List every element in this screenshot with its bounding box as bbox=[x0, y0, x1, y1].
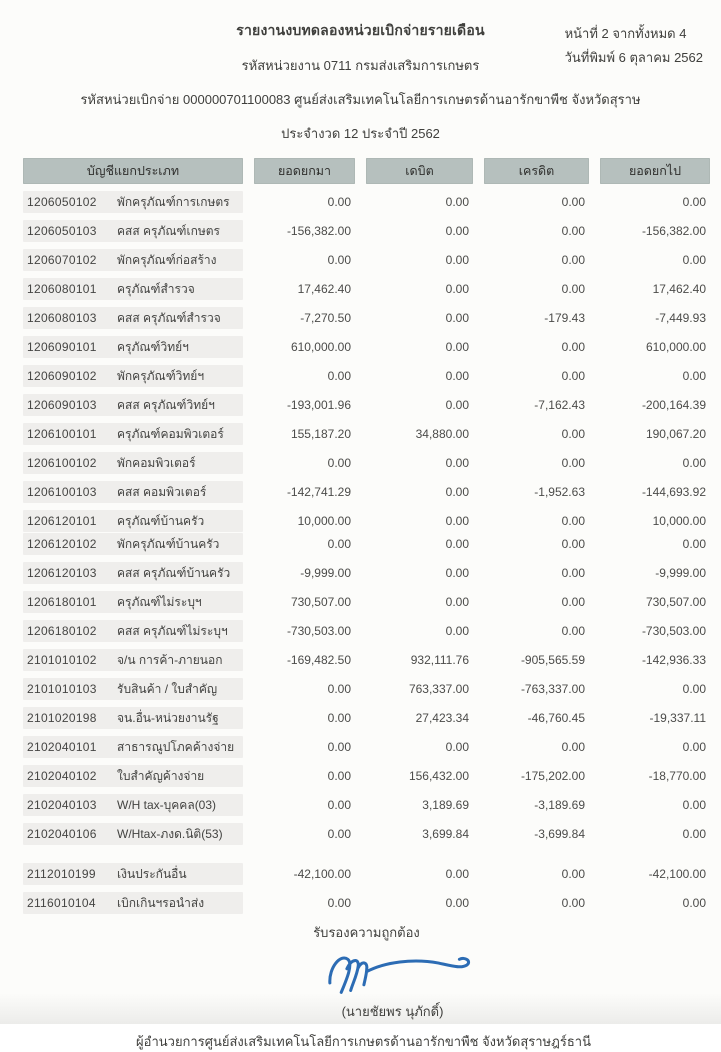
table-row bbox=[23, 481, 710, 503]
table-row bbox=[23, 191, 710, 213]
debit-cell: 3,189.69 bbox=[422, 798, 469, 812]
debit-cell: 0.00 bbox=[445, 456, 469, 470]
closing-balance-cell: 0.00 bbox=[682, 456, 706, 470]
account-cell bbox=[23, 736, 243, 758]
table-row bbox=[23, 336, 710, 358]
closing-balance-cell: 0.00 bbox=[682, 896, 706, 910]
credit-cell: 0.00 bbox=[561, 427, 585, 441]
table-row bbox=[23, 863, 710, 885]
account-cell bbox=[23, 249, 243, 271]
account-cell bbox=[23, 765, 243, 787]
opening-balance-cell: 0.00 bbox=[327, 896, 351, 910]
account-name: พักครุภัณฑ์ก่อสร้าง bbox=[117, 252, 217, 267]
account-name: W/H tax-บุคคล(03) bbox=[117, 797, 217, 812]
opening-balance-cell: 0.00 bbox=[327, 456, 351, 470]
opening-balance-cell: 0.00 bbox=[327, 827, 351, 841]
table-row bbox=[23, 249, 710, 271]
credit-cell: 0.00 bbox=[561, 896, 585, 910]
column-header-debit: เดบิต bbox=[366, 158, 473, 184]
account-cell bbox=[23, 191, 243, 213]
opening-balance-cell: -730,503.00 bbox=[286, 624, 351, 638]
table-row bbox=[23, 365, 710, 387]
account-code: 2101010102 bbox=[27, 653, 97, 667]
closing-balance-cell: -19,337.11 bbox=[649, 711, 706, 725]
closing-balance-cell: -200,164.39 bbox=[641, 398, 706, 412]
closing-balance-cell: 0.00 bbox=[682, 369, 706, 383]
debit-cell: 0.00 bbox=[445, 253, 469, 267]
account-name: คสส ครุภัณฑ์สำรวจ bbox=[117, 310, 221, 325]
credit-cell: -905,565.59 bbox=[520, 653, 585, 667]
column-header-credit: เครดิต bbox=[484, 158, 589, 184]
account-code: 1206180101 bbox=[27, 595, 97, 609]
account-cell bbox=[23, 562, 243, 584]
account-code: 2102040101 bbox=[27, 740, 97, 754]
account-code: 2102040106 bbox=[27, 827, 97, 841]
credit-cell: -1,952.63 bbox=[534, 485, 585, 499]
account-name: ใบสำคัญค้างจ่าย bbox=[117, 768, 205, 783]
account-code: 1206080103 bbox=[27, 311, 97, 325]
account-name: พักครุภัณฑ์การเกษตร bbox=[117, 194, 230, 209]
account-code: 1206100102 bbox=[27, 456, 97, 470]
table-row bbox=[23, 562, 710, 584]
closing-balance-cell: -144,693.92 bbox=[641, 485, 706, 499]
debit-cell: 0.00 bbox=[445, 867, 469, 881]
debit-cell: 0.00 bbox=[445, 485, 469, 499]
debit-cell: 0.00 bbox=[445, 195, 469, 209]
debit-cell: 27,423.34 bbox=[415, 711, 469, 725]
credit-cell: 0.00 bbox=[561, 456, 585, 470]
closing-balance-cell: 730,507.00 bbox=[645, 595, 706, 609]
opening-balance-cell: 0.00 bbox=[327, 537, 351, 551]
account-name: คสส คอมพิวเตอร์ bbox=[117, 484, 207, 499]
account-cell bbox=[23, 394, 243, 416]
closing-balance-cell: -142,936.33 bbox=[641, 653, 706, 667]
closing-balance-cell: -9,999.00 bbox=[655, 566, 706, 580]
table-row bbox=[23, 794, 710, 816]
column-header-account: บัญชีแยกประเภท bbox=[23, 158, 243, 184]
table-row bbox=[23, 307, 710, 329]
closing-balance-cell: -7,449.93 bbox=[655, 311, 706, 325]
opening-balance-cell: 0.00 bbox=[327, 195, 351, 209]
opening-balance-cell: 0.00 bbox=[327, 769, 351, 783]
opening-balance-cell: 17,462.40 bbox=[297, 282, 351, 296]
closing-balance-cell: 0.00 bbox=[682, 740, 706, 754]
account-cell bbox=[23, 794, 243, 816]
account-code: 1206120101 bbox=[27, 514, 97, 528]
table-body bbox=[23, 191, 710, 914]
account-cell bbox=[23, 481, 243, 503]
account-code: 1206070102 bbox=[27, 253, 97, 267]
account-name: คสส ครุภัณฑ์บ้านครัว bbox=[117, 565, 231, 580]
closing-balance-cell: -730,503.00 bbox=[641, 624, 706, 638]
opening-balance-cell: 0.00 bbox=[327, 369, 351, 383]
debit-cell: 0.00 bbox=[445, 369, 469, 383]
account-name: คสส ครุภัณฑ์เกษตร bbox=[117, 223, 221, 238]
debit-cell: 0.00 bbox=[445, 740, 469, 754]
account-cell bbox=[23, 707, 243, 729]
account-cell bbox=[23, 510, 243, 532]
table-row bbox=[23, 823, 710, 845]
table-row bbox=[23, 591, 710, 613]
account-cell bbox=[23, 220, 243, 242]
debit-cell: 0.00 bbox=[445, 224, 469, 238]
account-cell bbox=[23, 649, 243, 671]
account-cell bbox=[23, 452, 243, 474]
account-name: พักครุภัณฑ์วิทย์ฯ bbox=[117, 368, 205, 383]
debit-cell: 34,880.00 bbox=[415, 427, 469, 441]
account-name: เบิกเกินฯรอนำส่ง bbox=[117, 895, 205, 910]
account-cell bbox=[23, 863, 243, 885]
account-code: 2116010104 bbox=[27, 896, 96, 910]
closing-balance-cell: 0.00 bbox=[682, 682, 706, 696]
account-cell bbox=[23, 423, 243, 445]
column-header-opening-balance: ยอดยกมา bbox=[254, 158, 355, 184]
account-cell bbox=[23, 823, 243, 845]
account-name: W/Htax-ภงด.นิติ(53) bbox=[117, 826, 223, 841]
account-name: คสส ครุภัณฑ์ไม่ระบุฯ bbox=[117, 623, 228, 638]
table-row bbox=[23, 533, 710, 555]
account-name: พักครุภัณฑ์บ้านครัว bbox=[117, 536, 220, 551]
debit-cell: 932,111.76 bbox=[410, 653, 469, 667]
account-code: 2112010199 bbox=[27, 867, 96, 881]
account-code: 1206050102 bbox=[27, 195, 97, 209]
opening-balance-cell: 0.00 bbox=[327, 253, 351, 267]
opening-balance-cell: 730,507.00 bbox=[290, 595, 351, 609]
opening-balance-cell: 10,000.00 bbox=[297, 514, 351, 528]
account-name: พักคอมพิวเตอร์ bbox=[117, 455, 196, 470]
account-name: จ/น การค้า-ภายนอก bbox=[117, 652, 223, 667]
account-code: 1206180102 bbox=[27, 624, 97, 638]
table-row bbox=[23, 423, 710, 445]
table-row bbox=[23, 678, 710, 700]
table-row bbox=[23, 892, 710, 914]
credit-cell: 0.00 bbox=[561, 537, 585, 551]
opening-balance-cell: -142,741.29 bbox=[286, 485, 351, 499]
credit-cell: 0.00 bbox=[561, 595, 585, 609]
signer-name: (นายชัยพร นุภักดิ์) bbox=[341, 1004, 444, 1019]
agency-line: รหัสหน่วยงาน 0711 กรมส่งเสริมการเกษตร bbox=[241, 58, 480, 73]
account-name: คสส ครุภัณฑ์วิทย์ฯ bbox=[117, 397, 215, 412]
debit-cell: 0.00 bbox=[445, 566, 469, 580]
opening-balance-cell: -193,001.96 bbox=[286, 398, 351, 412]
credit-cell: 0.00 bbox=[561, 740, 585, 754]
closing-balance-cell: 10,000.00 bbox=[652, 514, 706, 528]
account-name: ครุภัณฑ์ไม่ระบุฯ bbox=[117, 594, 202, 609]
certify-label: รับรองความถูกต้อง bbox=[313, 925, 420, 940]
table-row bbox=[23, 736, 710, 758]
table-row bbox=[23, 278, 710, 300]
credit-cell: 0.00 bbox=[561, 624, 585, 638]
closing-balance-cell: 0.00 bbox=[682, 253, 706, 267]
account-code: 2101010103 bbox=[27, 682, 97, 696]
opening-balance-cell: -169,482.50 bbox=[286, 653, 351, 667]
print-date: วันที่พิมพ์ 6 ตุลาคม 2562 bbox=[564, 50, 703, 65]
opening-balance-cell: -42,100.00 bbox=[293, 867, 351, 881]
credit-cell: -46,760.45 bbox=[527, 711, 585, 725]
opening-balance-cell: 0.00 bbox=[327, 711, 351, 725]
opening-balance-cell: 0.00 bbox=[327, 798, 351, 812]
debit-cell: 0.00 bbox=[445, 514, 469, 528]
closing-balance-cell: 17,462.40 bbox=[652, 282, 706, 296]
account-code: 1206090102 bbox=[27, 369, 97, 383]
account-code: 1206120103 bbox=[27, 566, 97, 580]
account-cell bbox=[23, 307, 243, 329]
account-cell bbox=[23, 533, 243, 555]
page-number: หน้าที่ 2 จากทั้งหมด 4 bbox=[564, 26, 687, 41]
account-code: 1206050103 bbox=[27, 224, 97, 238]
report-title: รายงานงบทดลองหน่วยเบิกจ่ายรายเดือน bbox=[236, 22, 485, 38]
account-cell bbox=[23, 678, 243, 700]
opening-balance-cell: 0.00 bbox=[327, 682, 351, 696]
account-code: 1206090103 bbox=[27, 398, 97, 412]
closing-balance-cell: 0.00 bbox=[682, 537, 706, 551]
credit-cell: 0.00 bbox=[561, 369, 585, 383]
opening-balance-cell: -7,270.50 bbox=[300, 311, 351, 325]
debit-cell: 156,432.00 bbox=[408, 769, 469, 783]
account-name: เงินประกันอื่น bbox=[117, 866, 187, 881]
credit-cell: 0.00 bbox=[561, 514, 585, 528]
account-code: 1206100103 bbox=[27, 485, 97, 499]
account-name: รับสินค้า / ใบสำคัญ bbox=[117, 681, 218, 696]
credit-cell: -3,699.84 bbox=[534, 827, 585, 841]
table-row bbox=[23, 394, 710, 416]
signature-ink-icon bbox=[72, 947, 721, 999]
closing-balance-cell: 0.00 bbox=[682, 798, 706, 812]
opening-balance-cell: 610,000.00 bbox=[290, 340, 351, 354]
table-row bbox=[23, 707, 710, 729]
account-name: ครุภัณฑ์สำรวจ bbox=[117, 281, 195, 296]
credit-cell: -179.43 bbox=[544, 311, 585, 325]
account-cell bbox=[23, 620, 243, 642]
account-cell bbox=[23, 336, 243, 358]
credit-cell: 0.00 bbox=[561, 566, 585, 580]
credit-cell: 0.00 bbox=[561, 340, 585, 354]
opening-balance-cell: 155,187.20 bbox=[290, 427, 351, 441]
table-row bbox=[23, 510, 710, 532]
closing-balance-cell: -42,100.00 bbox=[648, 867, 706, 881]
closing-balance-cell: 0.00 bbox=[682, 195, 706, 209]
column-header-closing-balance: ยอดยกไป bbox=[600, 158, 710, 184]
table-header-row bbox=[23, 158, 710, 184]
account-code: 1206100101 bbox=[27, 427, 97, 441]
period-line: ประจำงวด 12 ประจำปี 2562 bbox=[281, 126, 440, 141]
debit-cell: 0.00 bbox=[445, 282, 469, 296]
disbursement-unit-line: รหัสหน่วยเบิกจ่าย 000000701100083 ศูนย์ส่งเสริมเทคโนโลยีการเกษตรด้านอารักขาพืช จังหวัดสุราษ bbox=[80, 92, 641, 107]
credit-cell: -7,162.43 bbox=[534, 398, 585, 412]
credit-cell: -763,337.00 bbox=[520, 682, 585, 696]
certification-block bbox=[0, 922, 721, 1052]
account-cell bbox=[23, 365, 243, 387]
closing-balance-cell: -156,382.00 bbox=[641, 224, 706, 238]
account-code: 2102040102 bbox=[27, 769, 97, 783]
account-code: 1206120102 bbox=[27, 537, 97, 551]
account-code: 1206090101 bbox=[27, 340, 97, 354]
debit-cell: 0.00 bbox=[445, 896, 469, 910]
debit-cell: 0.00 bbox=[445, 537, 469, 551]
closing-balance-cell: -18,770.00 bbox=[648, 769, 706, 783]
page-meta bbox=[565, 22, 703, 70]
debit-cell: 3,699.84 bbox=[422, 827, 469, 841]
signer-title: ผู้อำนวยการศูนย์ส่งเสริมเทคโนโลยีการเกษตรด้านอารักขาพืช จังหวัดสุราษฎร์ธานี bbox=[136, 1034, 591, 1049]
account-name: ครุภัณฑ์คอมพิวเตอร์ bbox=[117, 426, 224, 441]
debit-cell: 763,337.00 bbox=[408, 682, 469, 696]
credit-cell: 0.00 bbox=[561, 282, 585, 296]
closing-balance-cell: 610,000.00 bbox=[645, 340, 706, 354]
credit-cell: -175,202.00 bbox=[520, 769, 585, 783]
account-cell bbox=[23, 591, 243, 613]
credit-cell: 0.00 bbox=[561, 253, 585, 267]
trial-balance-table bbox=[23, 158, 710, 914]
account-name: ครุภัณฑ์วิทย์ฯ bbox=[117, 339, 189, 354]
table-row bbox=[23, 620, 710, 642]
credit-cell: 0.00 bbox=[561, 224, 585, 238]
account-name: สาธารณูปโภคค้างจ่าย bbox=[117, 739, 235, 754]
account-name: ครุภัณฑ์บ้านครัว bbox=[117, 513, 205, 528]
account-code: 2101020198 bbox=[27, 711, 97, 725]
account-cell bbox=[23, 892, 243, 914]
table-row bbox=[23, 452, 710, 474]
opening-balance-cell: -9,999.00 bbox=[300, 566, 351, 580]
account-cell bbox=[23, 278, 243, 300]
closing-balance-cell: 190,067.20 bbox=[645, 427, 706, 441]
table-row bbox=[23, 765, 710, 787]
debit-cell: 0.00 bbox=[445, 595, 469, 609]
credit-cell: -3,189.69 bbox=[534, 798, 585, 812]
opening-balance-cell: -156,382.00 bbox=[286, 224, 351, 238]
table-row bbox=[23, 220, 710, 242]
opening-balance-cell: 0.00 bbox=[327, 740, 351, 754]
debit-cell: 0.00 bbox=[445, 340, 469, 354]
debit-cell: 0.00 bbox=[445, 311, 469, 325]
credit-cell: 0.00 bbox=[561, 195, 585, 209]
report-header bbox=[0, 0, 721, 144]
debit-cell: 0.00 bbox=[445, 624, 469, 638]
table-row bbox=[23, 649, 710, 671]
account-name: จน.อื่น-หน่วยงานรัฐ bbox=[117, 710, 219, 725]
debit-cell: 0.00 bbox=[445, 398, 469, 412]
closing-balance-cell: 0.00 bbox=[682, 827, 706, 841]
account-code: 1206080101 bbox=[27, 282, 97, 296]
account-code: 2102040103 bbox=[27, 798, 97, 812]
credit-cell: 0.00 bbox=[561, 867, 585, 881]
